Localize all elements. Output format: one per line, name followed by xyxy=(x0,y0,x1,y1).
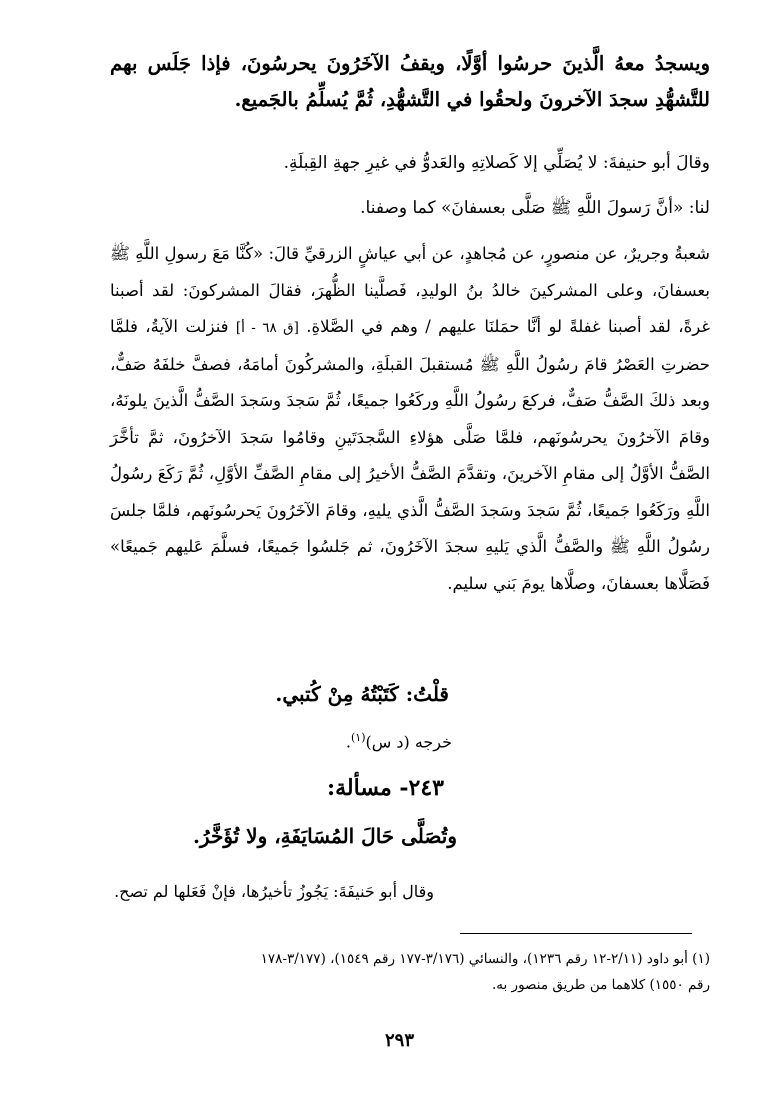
qultu-line: قلْتُ: كَتَبْتُهُ مِنْ كُتبي. xyxy=(275,682,449,706)
paragraph-lana: لنا: «أنَّ رَسولَ اللَّهِ ﷺ صَلَّى بعسفانَ» كما وصفنا. xyxy=(360,198,710,218)
footnote-line-1: (١) أبو داود (٢/١١-١٢ رقم ١٢٣٦)، والنسائي (٣/١٧٦-١٧٧ رقم ١٥٤٩)، (٣/١٧٧-١٧٨ xyxy=(260,951,710,967)
matn-line: وتُصَلَّى حَالَ المُسَايَفَةِ، ولا تُؤَخَّرُ. xyxy=(192,824,457,848)
hadith-text-part2: فنزلت الآيةُ، فلمَّا حضرتِ العَصْرُ قامَ رسُولُ اللَّهِ ﷺ مُستقبلَ القبلَةِ، والمشركُونَ أمامَهُ، فصفَّ خلفَهُ صَفٌّ، وبعد ذلكَ الصَّفُّ صَفٌّ، فركعَ رسُولُ اللَّهِ وركَعُوا جميعًا، ثُمَّ سَجدَ وسَجدَ الصَّفُّ الَّذينَ يلونَهُ، وقامَ الآخرُونَ يحرسُونَهم، فلمَّا صَلَّى هؤلاءِ السَّجدَتَينِ وقامُوا سَجدَ الآخرُونَ، ثمَّ تأخَّرَ الصَّفُّ الأوَّلُ إلى مقامِ الآخرينَ، وتقدَّمَ الصَّفُّ الأخيرُ إلى مقامِ الصَّفِّ الأوَّلِ، ثُمَّ رَكَعَ رسُولُ اللَّهِ ورَكَعُوا جَميعًا، ثُمَّ سَجدَ وسَجدَ الصَّفُّ الَّذي يليهِ، وقامَ الآخَرُونَ يَحرسُونَهم، فلمَّا جلسَ رسُولُ اللَّهِ ﷺ والصَّفُّ الَّذي يَليهِ سجدَ الآخَرُونَ، ثم جَلسُوا جَميعًا، فسلَّمَ عَليهم جَميعًا» فَصَلَّاها بعسفانَ، وصلَّاها يومَ بَني سليم. xyxy=(110,317,710,593)
footnote-separator xyxy=(460,933,692,934)
paragraph-abu-hanifa-1: وقالَ أبو حنيفةَ: لا يُصَلِّي إلا كَصلاتِهِ والعَدوُّ في غيرِ جهةِ القِبلَةِ. xyxy=(283,153,710,173)
masala-heading: ٢٤٣- مسألة: xyxy=(327,775,444,801)
kharaja-text: خرجه (د س) xyxy=(365,732,452,752)
hadith-text-part1: شعبةُ وجريرٌ، عن منصورٍ، عن مُجاهدٍ، عن أبي عياشٍ الزرقيِّ قالَ: «كُنَّا مَعَ رسولِ اللَّهِ ﷺ بعسفانَ، وعلى المشركينَ خالدُ بنُ الوليدِ، فَصلَّينا الظُّهرَ، فقالَ المشركونَ: لقد أصبنا غرةً، لقد أصبنا غفلةً لو أنَّا حمَلنَا عليهم / وهم في الصَّلاةِ. xyxy=(110,244,710,336)
paragraph-hadith xyxy=(110,236,710,602)
paragraph-abu-hanifa-2: وقال أبو حَنيفَةَ: يَجُوزُ تأخيرُها، فإنْ فَعَلها لم تصح. xyxy=(114,882,434,901)
footnote-line-2: رقم ١٥٥٠) كلاهما من طريق منصور به. xyxy=(491,977,710,993)
paragraph-tashahhud: ويسجدُ معهُ الَّذينَ حرسُوا أوَّلًا، ويقفُ الآخَرُونَ يحرسُونَ، فإذا جَلَس بهم للتَّشهُّدِ سجدَ الآخرونَ ولحقُوا في التَّشهُّدِ، ثُمَّ يُسلِّمُ بالجَميع. xyxy=(110,52,710,111)
kharaja-period: . xyxy=(345,732,351,752)
footnote-ref: (١) xyxy=(350,731,366,744)
page-number: ٢٩٣ xyxy=(384,1030,414,1051)
manuscript-folio-ref: [ق ٦٨ - أ] xyxy=(235,320,299,336)
kharaja-line xyxy=(346,731,452,751)
